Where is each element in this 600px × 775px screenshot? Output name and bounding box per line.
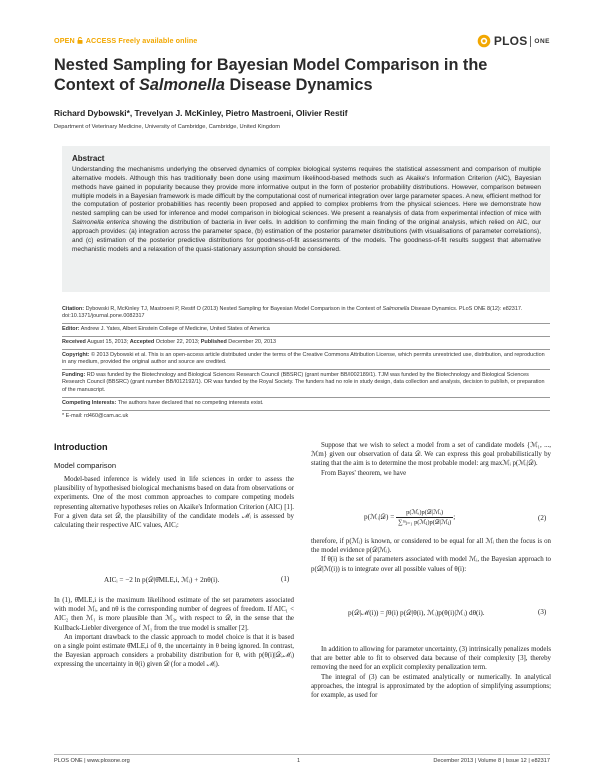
competing-interests: Competing Interests: The authors have declared that no competing interests exist. (62, 400, 264, 406)
equation-3: p(𝒟|ℳ(i)) = ∫θ(i) p(𝒟|θ(i), ℳᵢ)p(θ(i)|ℳᵢ) dθ(i). (348, 609, 485, 617)
paragraph: The integral of (3) can be estimated analytically or numerically. In analytical approaches, the integral is approximated by the adoption of simplifying assumptions; for example, as used for (311, 673, 551, 700)
article-title: Nested Sampling for Bayesian Model Comparison in the Context of Salmonella Disease Dynamics (54, 56, 488, 94)
equation-2: p(ℳᵢ|𝒟) = $\frac{\text{p(ℳᵢ)p(𝒟|ℳᵢ)}}{\text{∑ᵐⱼ₌₁ p(ℳⱼ)p(𝒟|ℳⱼ)}}$ ; (364, 509, 456, 526)
footer-issue: December 2013 | Volume 8 | Issue 12 | e82317 (433, 758, 550, 764)
footer-journal: PLOS ONE | www.plosone.org (54, 758, 130, 764)
meta-divider (62, 410, 550, 411)
editor: Editor: Andrew J. Yates, Albert Einstein College of Medicine, United States of America (62, 326, 270, 332)
footer-divider (54, 754, 550, 755)
paragraph: In addition to allowing for parameter uncertainty, (3) intrinsically penalizes models that are better able to fit to observed data because of their complexity [3], thereby removing the need for an explicit complexity penalization term. (311, 646, 551, 672)
meta-divider (62, 323, 550, 324)
corresponding-email: * E-mail: rd460@cam.ac.uk (62, 413, 129, 419)
plos-logo-icon (477, 34, 491, 48)
equation-1-number: (1) (281, 575, 290, 583)
dates: Received August 15, 2013; Accepted October 22, 2013; Published December 20, 2013 (62, 339, 277, 345)
funding: Funding: RD was funded by the Biotechnology and Biological Sciences Research Council (BBSRC) (grant number BB/I002189/1). TJM was funded by the Biotechnology and Biological Sciences Research Council (BBSRC) (grant number BB/I012192/1). OR was funded by the Royal Society. The funders had no role in study design, data collection and analysis, decision to publish, or preparation of the manuscript. (62, 372, 545, 393)
left-column-bottom (54, 596, 294, 670)
meta-divider (62, 336, 550, 337)
paragraph: Suppose that we wish to select a model from a set of candidate models {ℳ₁, ..., ℳm} given our observation of data 𝒟. We can express this goal probabilistically by stating that the aim is to determine the most probable model: arg maxℳᵢ p(ℳᵢ|𝒟). (311, 442, 551, 468)
author-list: Richard Dybowski*, Trevelyan J. McKinley, Pietro Mastroeni, Olivier Restif (54, 108, 348, 118)
model-comparison-heading: Model comparison (54, 461, 117, 470)
left-column-top (54, 475, 294, 530)
paragraph: From Bayes' theorem, we have (321, 469, 407, 477)
freely-available-text: Freely available online (118, 36, 198, 45)
citation: Citation: Dybowski R, McKinley TJ, Mastroeni P, Restif O (2013) Nested Sampling for Bayesian Model Comparison in the Context of Salmonella Disease Dynamics. PLoS ONE 8(12): e82317. doi:10.1371/journal.pone.0082317 (62, 306, 523, 320)
right-column-middle (311, 537, 551, 574)
plos-one-logo (477, 34, 550, 48)
logo-divider (530, 36, 531, 47)
page-number: 1 (297, 758, 301, 764)
equation-2-number: (2) (538, 514, 547, 522)
affiliation: Department of Veterinary Medicine, University of Cambridge, Cambridge, United Kingdom (54, 124, 281, 130)
equation-3-number: (3) (538, 608, 547, 616)
introduction-heading: Introduction (54, 442, 108, 452)
open-access-label: OPEN ACCESS Freely available online (54, 36, 198, 45)
paragraph: therefore, if p(ℳᵢ) is known, or considered to be equal for all ℳᵢ then the focus is on the model evidence p(𝒟|ℳᵢ). (311, 538, 551, 555)
paragraph: An important drawback to the classic approach to model choice is that it is based on a single point estimate θ̂MLE,i of θ, the uncertainty in θ being ignored. In contrast, the Bayesian approach considers a probability distribution for θ, with p(θ(i)|𝒟,ℳᵢ) expressing the uncertainty in θ(i) given 𝒟 (for a model ℳᵢ). (54, 633, 294, 669)
paragraph: Model-based inference is widely used in life sciences in order to assess the plausibility of hypothesised biological mechanisms based on data from observations or experiments. One of the most common approaches to compare competing models representing alternative hypotheses relies on Akaike's Information Criterion (AIC) [1]. For a given data set 𝒟, the plausibility of the candidate models ℳᵢ is assessed by calculating their respective AIC values, AICᵢ: (54, 476, 294, 530)
paragraph: If θ(i) is the set of parameters associated with model ℳᵢ, the Bayesian approach to p(𝒟|ℳ(i)) is to integrate over all possible values of θ(i): (311, 556, 551, 573)
one-wordmark: ONE (534, 37, 550, 45)
plos-wordmark: PLOS (493, 34, 528, 48)
abstract-text: Understanding the mechanisms underlying the observed dynamics of complex biological systems requires the statistical assessment and comparison of multiple alternative models. Although this has traditionally been done using maximum likelihood-based methods such as Akaike's Information Criterion (AIC), Bayesian methods have gained in popularity because they provide more informative output in the form of posterior probability distributions. However, comparison between multiple models in a Bayesian framework is made difficult by the computational cost of numerical integration over large parameter spaces. A new, efficient method for the computation of posterior probabilities has recently been proposed and applied to complex problems from the physical sciences. Here we demonstrate how nested sampling can be used for inference and model comparison in biological sciences. We present a reanalysis of data from experimental infection of mice with Salmonella enterica showing the distribution of bacteria in liver cells. In addition to confirming the main finding of the original analysis, which relied on AIC, our approach provides: (a) integration across the parameter space, (b) estimation of the posterior parameter distributions (with visualisations of parameter correlations), and (c) estimation of the posterior predictive distributions for goodness-of-fit assessments of the models. The goodness-of-fit results suggest that alternative mechanistic models and a relaxation of the quasi-stationary assumption should be considered. (72, 166, 541, 253)
right-column-bottom (311, 645, 551, 700)
meta-divider (62, 369, 550, 370)
open-access-lock-icon (77, 37, 83, 44)
title-italic: Salmonella (139, 76, 225, 94)
meta-divider (62, 349, 550, 350)
copyright: Copyright: © 2013 Dybowski et al. This is an open-access article distributed under the terms of the Creative Commons Attribution License, which permits unrestricted use, distribution, and reproduction in any medium, provided the original author and source are credited. (62, 352, 545, 366)
abstract-box (62, 146, 550, 292)
journal-header (54, 34, 550, 50)
meta-divider (62, 397, 550, 398)
equation-2-fraction: $\frac{\text{p(ℳᵢ)p(𝒟|ℳᵢ)}}{\text{∑ᵐⱼ₌₁ p(ℳⱼ)p(𝒟|ℳⱼ)}}$ (398, 509, 452, 526)
equation-1: AICᵢ = −2 ln p(𝒟|θ̂MLE,i, ℳᵢ) + 2nθ(i). (104, 576, 220, 584)
abstract-heading: Abstract (72, 154, 105, 163)
right-column-top (311, 441, 551, 478)
paragraph: In (1), θ̂MLE,i is the maximum likelihood estimate of the set parameters associated with model ℳᵢ, and nθ is the corresponding number of degrees of freedom. If AIC₁ < AIC₂ then ℳ₁ is more plausible than ℳ₂, with respect to 𝒟, in the sense that the Kullback-Liebler divergence of ℳ₁ from the true model is smaller [2]. (54, 597, 294, 632)
